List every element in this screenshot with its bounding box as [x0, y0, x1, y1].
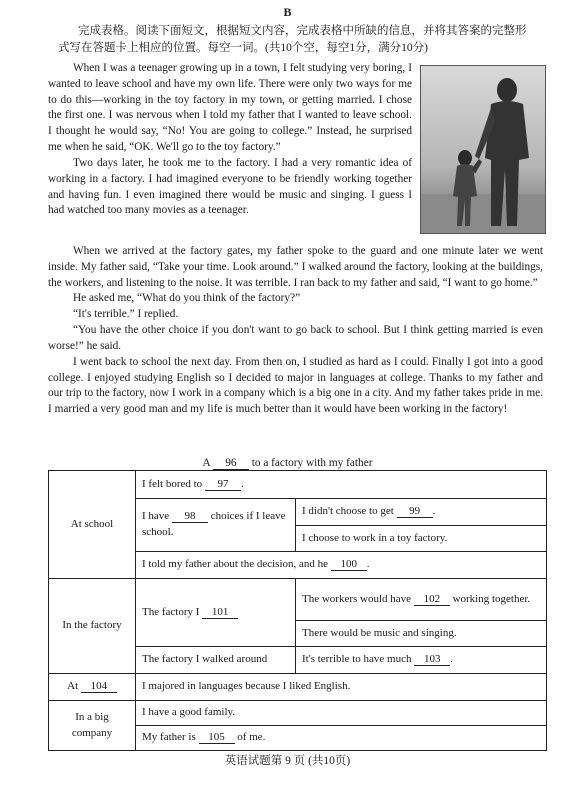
cell-choice-factory: I choose to work in a toy factory. — [296, 526, 547, 552]
paragraph-7: I went back to school the next day. From then on, I studied as hard as I could. Finally I got into a good college. I enjoyed studying English so I decided to major in languages at college. Thanks to my father and our trip to the factory, now I work in a company which is a big one in a city. And my father takes pride in me. I married a very good man and my life is much better than it would have been working in the factory! — [48, 355, 543, 416]
blank-102: 102 — [414, 593, 450, 606]
page-footer: 英语试题第 9 页 (共10页) — [224, 755, 351, 767]
instructions: 完成表格。阅读下面短文，根据短文内容，完成表格中所缺的信息，并将其答案的完整形式写在答题卡上相应的位置。每空一词。(共10个空，每空1分，满分10分) — [58, 25, 527, 55]
cell-factory-imagined: The factory I 101 — [136, 579, 296, 647]
blank-103: 103 — [414, 653, 450, 666]
blank-101: 101 — [202, 606, 238, 619]
blank-99: 99 — [397, 505, 433, 518]
cell-workers: The workers would have 102 working together. — [296, 579, 547, 621]
cell-have-choices: I have 98 choices if I leave school. — [136, 499, 296, 552]
paragraph-4: He asked me, “What do you think of the factory?” — [73, 292, 301, 305]
blank-96: 96 — [213, 457, 249, 470]
summary-table — [48, 470, 547, 751]
row-label-at: At 104 — [49, 674, 136, 701]
cell-terrible: It's terrible to have much 103 . — [296, 647, 547, 674]
cell-music: There would be music and singing. — [296, 621, 547, 647]
paragraph-2: Two days later, he took me to the factory. I had a very romantic idea of working in a factory. I had imagined everyone to be friendly working together and having fun. I even imagined there would be music and singing. I guess I had watched too many movies as a teenager. — [48, 156, 412, 217]
cell-choice-married: I didn't choose to get 99 . — [296, 499, 547, 526]
blank-105: 105 — [199, 731, 235, 744]
passage-upper — [48, 61, 412, 219]
row-label-big-company: In a big company — [49, 701, 136, 751]
cell-good-family: I have a good family. — [136, 701, 547, 726]
paragraph-6: “You have the other choice if you don't want to go back to school. But I think getting married is even worse!” he said. — [48, 324, 543, 352]
blank-98: 98 — [172, 510, 208, 523]
paragraph-5: “It's terrible.” I replied. — [73, 308, 179, 321]
blank-97: 97 — [205, 478, 241, 491]
father-daughter-photo — [420, 65, 546, 234]
blank-104: 104 — [81, 680, 117, 693]
paragraph-1: When I was a teenager growing up in a town, I felt studying very boring, I wanted to leave school and have my own life. There were only two ways for me to do this—working in the toy factory in my town, or getting married. I chose the first one. I was nervous when I told my father that I wanted to leave school. I thought he would say, “No! You are going to college.” Instead, he surprised me when he said, “OK. We'll go to the toy factory.” — [48, 62, 412, 154]
row-label-in-factory: In the factory — [49, 579, 136, 674]
cell-told-father: I told my father about the decision, and he 100 . — [136, 552, 547, 579]
paragraph-3: When we arrived at the factory gates, my father spoke to the guard and one minute later we went inside. My father said, “Take your time. Look around.” I walked around the factory, looking at the buildings, the workers, and listening to the noise. It was terrible. I ran back to my father and said, “I want to go home.” — [48, 245, 543, 289]
row-label-at-school: At school — [49, 471, 136, 579]
section-heading: B — [283, 5, 292, 19]
table-title-prefix: A — [202, 457, 211, 469]
blank-100: 100 — [331, 558, 367, 571]
cell-father-proud: My father is 105 of me. — [136, 726, 547, 751]
cell-felt-bored: I felt bored to 97 . — [136, 471, 547, 499]
cell-majored: I majored in languages because I liked English. — [136, 674, 547, 701]
passage-lower — [48, 244, 543, 418]
photo-illustration — [421, 66, 545, 233]
cell-walked-around: The factory I walked around — [136, 647, 296, 674]
table-title-suffix: to a factory with my father — [251, 457, 373, 469]
